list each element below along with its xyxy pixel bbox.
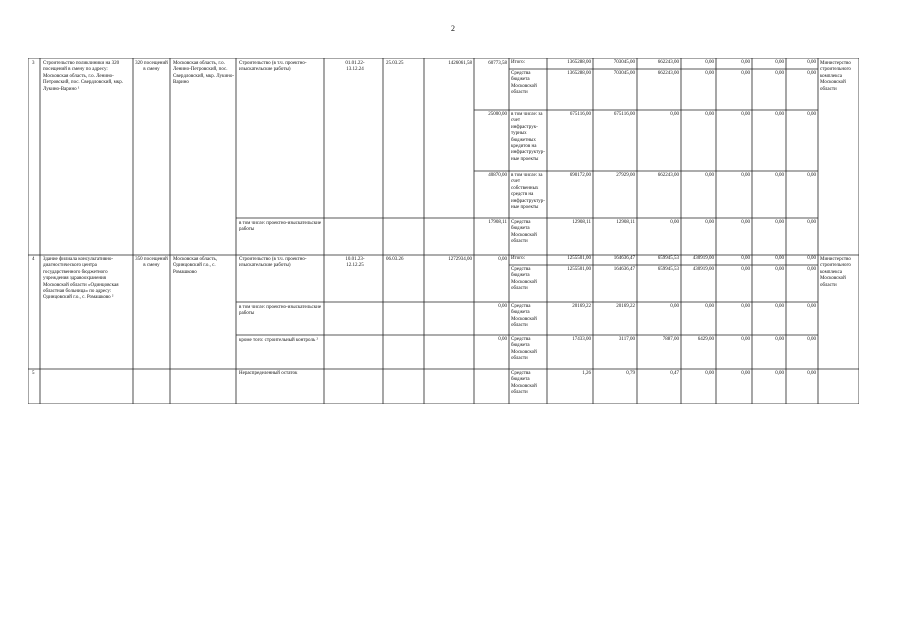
sub-work-label: в том числе: проектно-изыскательские работы xyxy=(239,221,322,233)
total: 1365288,00 xyxy=(567,60,591,65)
year-5: 0,00 xyxy=(775,173,784,178)
customer: Министерство строительного комплекса Московской области xyxy=(820,61,851,92)
year-4: 0,00 xyxy=(741,371,750,376)
capacity: 320 посещений в смену xyxy=(135,61,168,73)
year-2: 0,00 xyxy=(670,112,679,117)
year-3: 0,00 xyxy=(705,71,714,76)
commission-date: 06.03.26 xyxy=(386,257,404,262)
year-1: 675116,00 xyxy=(613,112,635,117)
source: Итого: xyxy=(511,256,526,261)
financed: 0,00 xyxy=(498,257,507,262)
year-1: 12908,11 xyxy=(616,220,635,225)
cost: 1426061,58 xyxy=(448,61,472,66)
year-5: 0,00 xyxy=(775,71,784,76)
year-4: 0,00 xyxy=(741,173,750,178)
cost: 1272934,00 xyxy=(448,257,472,262)
year-3: 0,00 xyxy=(705,220,714,225)
year-2: 0,00 xyxy=(670,220,679,225)
total: 17433,00 xyxy=(572,337,591,342)
year-6: 0,00 xyxy=(807,337,816,342)
financed: 0,00 xyxy=(498,337,507,342)
year-4: 0,00 xyxy=(741,60,750,65)
source: Средства бюджета Московской области xyxy=(511,371,537,396)
year-6: 0,00 xyxy=(807,60,816,65)
year-5: 0,00 xyxy=(775,304,784,309)
financed: 60773,58 xyxy=(488,61,507,66)
source: в том числе: за счет собственных средств на инфраструктур-ные проекты xyxy=(511,173,545,211)
year-5: 0,00 xyxy=(775,256,784,261)
year-5: 0,00 xyxy=(775,112,784,117)
customer: Министерство строительного комплекса Московской области xyxy=(820,257,851,288)
year-2: 662243,00 xyxy=(657,60,679,65)
year-5: 0,00 xyxy=(775,371,784,376)
year-4: 0,00 xyxy=(741,256,750,261)
year-4: 0,00 xyxy=(741,112,750,117)
year-4: 0,00 xyxy=(741,71,750,76)
total: 12908,11 xyxy=(572,220,591,225)
source: в том числе: за счет инфраструк-турных бюджетных кредитов на инфраструктур-ные проекты xyxy=(511,112,545,162)
year-6: 0,00 xyxy=(807,71,816,76)
year-1: 20169,22 xyxy=(616,304,635,309)
year-6: 0,00 xyxy=(807,256,816,261)
year-6: 0,00 xyxy=(807,173,816,178)
year-2: 659945,53 xyxy=(657,256,679,261)
year-1: 3117,00 xyxy=(618,337,635,342)
total: 20169,22 xyxy=(572,304,591,309)
source: Средства бюджета Московской области xyxy=(511,304,537,329)
year-4: 0,00 xyxy=(741,304,750,309)
row-number: 4 xyxy=(32,257,35,262)
year-6: 0,00 xyxy=(807,267,816,272)
year-2: 7887,00 xyxy=(662,337,679,342)
year-3: 0,00 xyxy=(705,371,714,376)
source: Средства бюджета Московской области xyxy=(511,337,537,362)
year-1: 27929,00 xyxy=(616,173,635,178)
work-type: Строительство (в т.ч. проектно-изыскательские работы) xyxy=(239,61,307,73)
year-5: 0,00 xyxy=(775,220,784,225)
source: Средства бюджета Московской области xyxy=(511,71,537,96)
year-1: 703045,00 xyxy=(613,71,635,76)
source: Средства бюджета Московской области xyxy=(511,220,537,245)
dates: 01.01.22-13.12.24 xyxy=(345,61,365,73)
total: 1365288,00 xyxy=(567,71,591,76)
page-number: 2 xyxy=(451,24,455,33)
row-number: 3 xyxy=(32,61,35,66)
year-1: 164636,47 xyxy=(613,256,635,261)
year-3: 430919,00 xyxy=(692,267,714,272)
year-4: 0,00 xyxy=(741,337,750,342)
year-1: 703045,00 xyxy=(613,60,635,65)
sub-work-label: в том числе: проектно-изыскательские работы xyxy=(239,305,322,317)
total: 1,26 xyxy=(582,371,591,376)
data-table xyxy=(28,58,859,404)
year-2: 0,00 xyxy=(670,304,679,309)
year-6: 0,00 xyxy=(807,304,816,309)
total: 1255501,00 xyxy=(567,267,591,272)
commission-date: 25.03.25 xyxy=(386,61,404,66)
year-2: 662243,00 xyxy=(657,71,679,76)
year-3: 0,00 xyxy=(705,60,714,65)
sub-work-label-2: кроме того: строительный контроль ² xyxy=(239,338,318,343)
total: 690172,00 xyxy=(569,173,591,178)
object-name: Строительство поликлиники на 320 посещений в смену по адресу: Московская область, г.о. Ленино-Петровский, пос. Свердловский, мкр. Лукино-Варино ¹ xyxy=(43,61,123,92)
year-1: 164636,47 xyxy=(613,267,635,272)
row-number: 5 xyxy=(32,371,35,376)
year-3: 430919,00 xyxy=(692,256,714,261)
total: 1255501,00 xyxy=(567,256,591,261)
year-2: 0,47 xyxy=(670,371,679,376)
year-5: 0,00 xyxy=(775,337,784,342)
work-type: Строительство (в т.ч. проектно-изыскательские работы) xyxy=(239,257,307,269)
object-name: Здание филиала консультативно-диагностического центра государственного бюджетного учреждения здравоохранения Московской области «Одинцовская областная больница» по адресу: Одинцовский г.о., с. Ромашково ² xyxy=(43,257,119,301)
source: Итого: xyxy=(511,60,526,65)
capacity: 350 посещений в смену xyxy=(135,257,168,269)
dates: 10.01.23-12.12.25 xyxy=(345,257,365,269)
year-5: 0,00 xyxy=(775,60,784,65)
year-3: 6429,00 xyxy=(697,337,714,342)
table-grid-lines xyxy=(28,58,859,404)
year-3: 0,00 xyxy=(705,304,714,309)
work-type: Нераспределенный остаток xyxy=(239,371,298,376)
year-1: 0,79 xyxy=(626,371,635,376)
year-5: 0,00 xyxy=(775,267,784,272)
location: Московская область, Одинцовский г.о., с. Ромашково xyxy=(173,257,218,275)
year-6: 0,00 xyxy=(807,112,816,117)
total: 675116,00 xyxy=(569,112,591,117)
year-6: 0,00 xyxy=(807,220,816,225)
year-4: 0,00 xyxy=(741,220,750,225)
year-2: 659945,53 xyxy=(657,267,679,272)
location: Московская область, г.о. Ленино-Петровский, пос. Свердловский, мкр. Лукино-Варино xyxy=(173,61,234,86)
year-3: 0,00 xyxy=(705,112,714,117)
year-6: 0,00 xyxy=(807,371,816,376)
year-3: 0,00 xyxy=(705,173,714,178)
year-4: 0,00 xyxy=(741,267,750,272)
source: Средства бюджета Московской области xyxy=(511,267,537,292)
financed: 40870,00 xyxy=(488,173,507,178)
financed: 25000,00 xyxy=(488,112,507,117)
financed: 17908,11 xyxy=(488,220,507,225)
year-2: 662243,00 xyxy=(657,173,679,178)
financed: 0,00 xyxy=(498,304,507,309)
